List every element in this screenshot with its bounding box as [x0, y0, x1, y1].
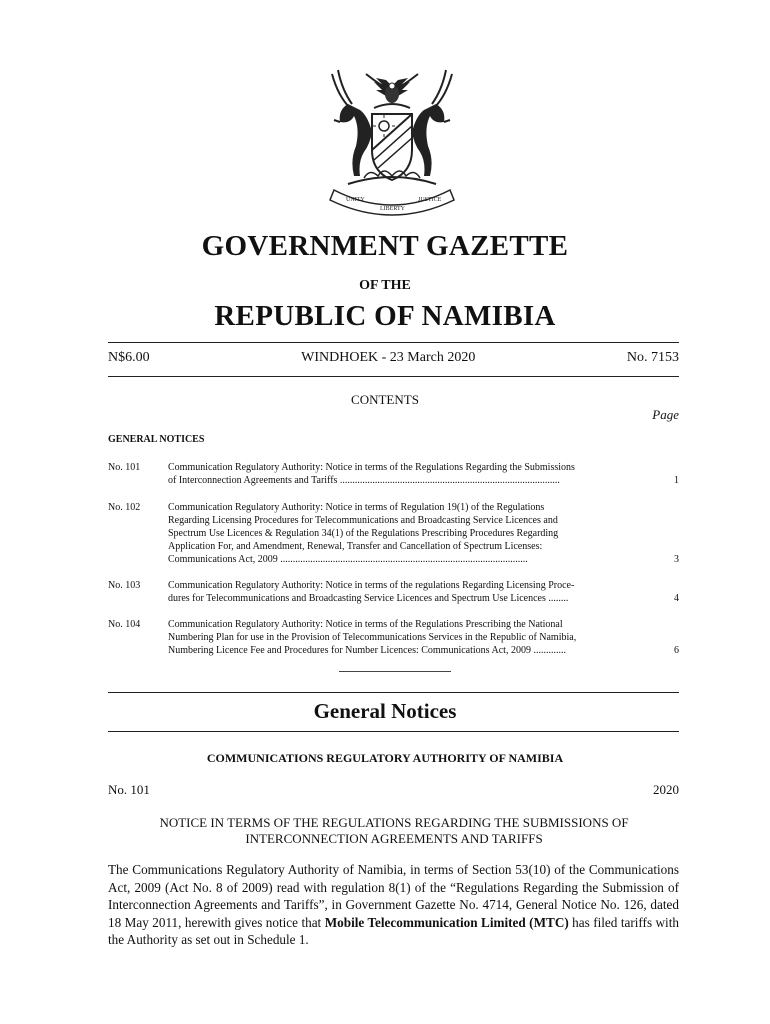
general-notices-section-label: GENERAL NOTICES — [108, 434, 205, 445]
republic-title: REPUBLIC OF NAMIBIA — [214, 300, 556, 332]
toc-item — [108, 579, 679, 605]
body-bold-company: Mobile Telecommunication Limited (MTC) — [324, 914, 569, 930]
toc-line: dures for Telecommunications and Broadcasting Service Licences and Spectrum Use Licences ........ — [168, 593, 569, 604]
motto-justice: JUSTICE — [418, 197, 442, 203]
notice-title — [130, 815, 658, 847]
body-text: The Communications Regulatory Authority of Namibia, in terms of Section 53(10) of the Communications Act, 2009 (Act No. 8 of 2009) read with regulation 8(1) of the “Regulations Regarding the Submission of Interconnection Agreements and Tariffs”, in Government Gazette No. 4714, General Notice No. 126, dated 18 May 2011, herewith gives notice that — [108, 862, 679, 930]
general-notices-bottom-rule — [108, 731, 679, 732]
toc-line: Communication Regulatory Authority: Notice in terms of the Regulations Regarding the Submissions — [168, 462, 575, 473]
contents-end-rule — [339, 671, 451, 672]
notice-title-line: NOTICE IN TERMS OF THE REGULATIONS REGARDING THE SUBMISSIONS OF — [159, 815, 629, 830]
contents-heading: CONTENTS — [351, 392, 419, 407]
toc-item-number: No. 102 — [108, 502, 141, 513]
gazette-title: GOVERNMENT GAZETTE — [201, 230, 569, 262]
toc-line: of Interconnection Agreements and Tariffs ........................................................................................ — [168, 475, 560, 486]
motto-unity: UNITY — [346, 197, 365, 203]
masthead — [108, 350, 679, 366]
toc-item — [108, 461, 679, 487]
toc-item-number: No. 101 — [108, 462, 141, 473]
toc-line: Regarding Licensing Procedures for Telecommunications and Broadcasting Service Licences and — [168, 515, 558, 526]
toc-line: Spectrum Use Licences & Regulation 34(1) of the Regulations Prescribing Procedures Regarding — [168, 528, 559, 539]
toc-line: Application For, and Amendment, Renewal, Transfer and Cancellation of Spectrum Licenses: — [168, 541, 543, 552]
general-notices-heading: General Notices — [313, 699, 457, 723]
toc-item-number: No. 103 — [108, 580, 141, 591]
toc-item-page: 6 — [674, 645, 679, 656]
toc-item-number: No. 104 — [108, 619, 141, 630]
toc-item-page: 4 — [674, 593, 679, 604]
toc-line: Communications Act, 2009 ................................................................................................... — [168, 554, 528, 565]
authority-heading: COMMUNICATIONS REGULATORY AUTHORITY OF NAMIBIA — [206, 751, 564, 765]
page-column-label: Page — [652, 407, 679, 422]
gazette-price: N$6.00 — [108, 350, 150, 365]
toc-item-page: 3 — [674, 554, 679, 565]
toc-item-text — [168, 618, 644, 657]
notice-body-paragraph — [108, 861, 679, 949]
place-and-date: WINDHOEK - 23 March 2020 — [301, 350, 476, 365]
masthead-bottom-rule — [108, 376, 679, 377]
notice-title-line: INTERCONNECTION AGREEMENTS AND TARIFFS — [245, 831, 543, 846]
toc-line: Communication Regulatory Authority: Notice in terms of the regulations Regarding Licensing Proce- — [168, 580, 575, 591]
toc-line: Numbering Licence Fee and Procedures for Number Licences: Communications Act, 2009 ............. — [168, 645, 566, 656]
general-notices-top-rule — [108, 692, 679, 693]
notice-number: No. 101 — [108, 782, 150, 797]
toc-line: Communication Regulatory Authority: Notice in terms of Regulation 19(1) of the Regulations — [168, 502, 545, 513]
toc-item — [108, 501, 679, 566]
toc-line: Numbering Plan for use in the Provision of Telecommunications Services in the Republic of Namibia, — [168, 632, 577, 643]
notice-year: 2020 — [653, 782, 679, 797]
toc-line: Communication Regulatory Authority: Notice in terms of the Regulations Prescribing the National — [168, 619, 563, 630]
motto-liberty: LIBERTY — [380, 206, 405, 212]
toc-item-page: 1 — [674, 475, 679, 486]
notice-number-row — [108, 782, 679, 798]
coat-of-arms-emblem — [318, 64, 466, 216]
masthead-top-rule — [108, 342, 679, 343]
issue-number: No. 7153 — [626, 350, 679, 365]
of-the-line: OF THE — [359, 278, 411, 293]
body-text-end: has filed tariffs with the Authority as set out in Schedule 1. — [108, 914, 679, 947]
toc-item — [108, 618, 679, 657]
toc-item-text — [168, 461, 644, 487]
toc-item-text — [168, 579, 644, 605]
toc-item-text — [168, 501, 644, 566]
